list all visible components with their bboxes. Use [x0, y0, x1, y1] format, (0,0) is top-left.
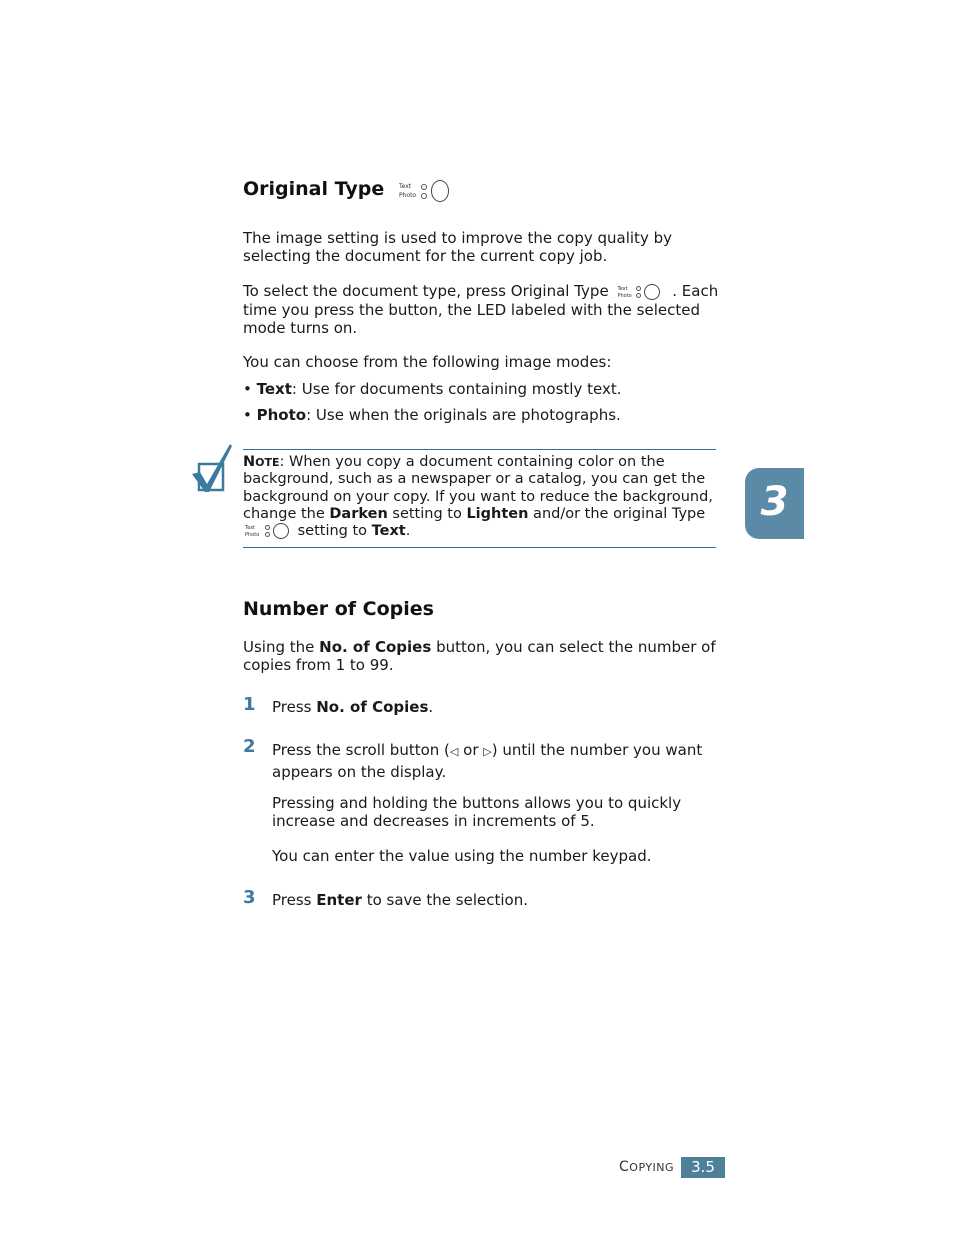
note-text: NOTE: When you copy a document containing color on the background, such as a newspaper or a catalog, you can get the background on your copy. If you want to reduce the background, change the Darken setting to Lighten and/or the original Type Text Photo setting to Text. — [243, 454, 713, 540]
original-type-button-icon: Text Photo — [613, 283, 667, 301]
original-type-heading-row — [243, 176, 723, 202]
photo-led-icon — [421, 193, 427, 199]
list-item: • Text: Use for documents containing mostly text. — [243, 380, 622, 398]
text-led-icon — [421, 184, 427, 190]
paragraph: Using the No. of Copies button, you can select the number of copies from 1 to 99. — [243, 638, 716, 674]
checkmark-note-icon — [190, 442, 234, 494]
step-note: You can enter the value using the number keypad. — [272, 847, 652, 865]
chapter-tab — [745, 468, 804, 539]
paragraph: You can choose from the following image modes: — [243, 353, 612, 371]
chapter-number: 3 — [760, 479, 789, 525]
icon-photo-label: Photo — [398, 192, 417, 199]
step-number: 3 — [243, 887, 256, 908]
original-type-button-icon — [395, 176, 453, 202]
scroll-left-icon: ◁ — [449, 745, 459, 758]
section-title-original-type: Original Type — [243, 178, 385, 200]
page-number: 3.5 — [681, 1157, 725, 1178]
step-number: 1 — [243, 694, 256, 715]
paragraph: To select the document type, press Original Type Text Photo . Each time you press the button, the LED labeled with the selected mode turns on. — [243, 282, 719, 337]
step-number: 2 — [243, 736, 256, 757]
original-type-button-icon: Text Photo — [243, 523, 293, 539]
note-label: NOTE — [243, 454, 280, 470]
scroll-right-icon: ▷ — [483, 745, 492, 758]
paragraph: The image setting is used to improve the copy quality by selecting the document for the current copy job. — [243, 229, 672, 265]
step-text: Press the scroll button (◁ or ▷) until the number you want appears on the display. — [272, 741, 703, 781]
footer-section-label: COPYING — [619, 1159, 675, 1175]
step-note: Pressing and holding the buttons allows you to quickly increase and decreases in increments of 5. — [272, 794, 682, 830]
icon-text-label: Text — [398, 183, 412, 190]
note-bottom-divider — [243, 547, 716, 548]
note-top-divider — [243, 449, 716, 450]
step-text: Press No. of Copies. — [272, 698, 434, 716]
section-title-number-of-copies: Number of Copies — [243, 598, 434, 620]
list-item: • Photo: Use when the originals are photographs. — [243, 406, 621, 424]
round-button-icon — [431, 180, 449, 202]
step-text: Press Enter to save the selection. — [272, 891, 528, 909]
